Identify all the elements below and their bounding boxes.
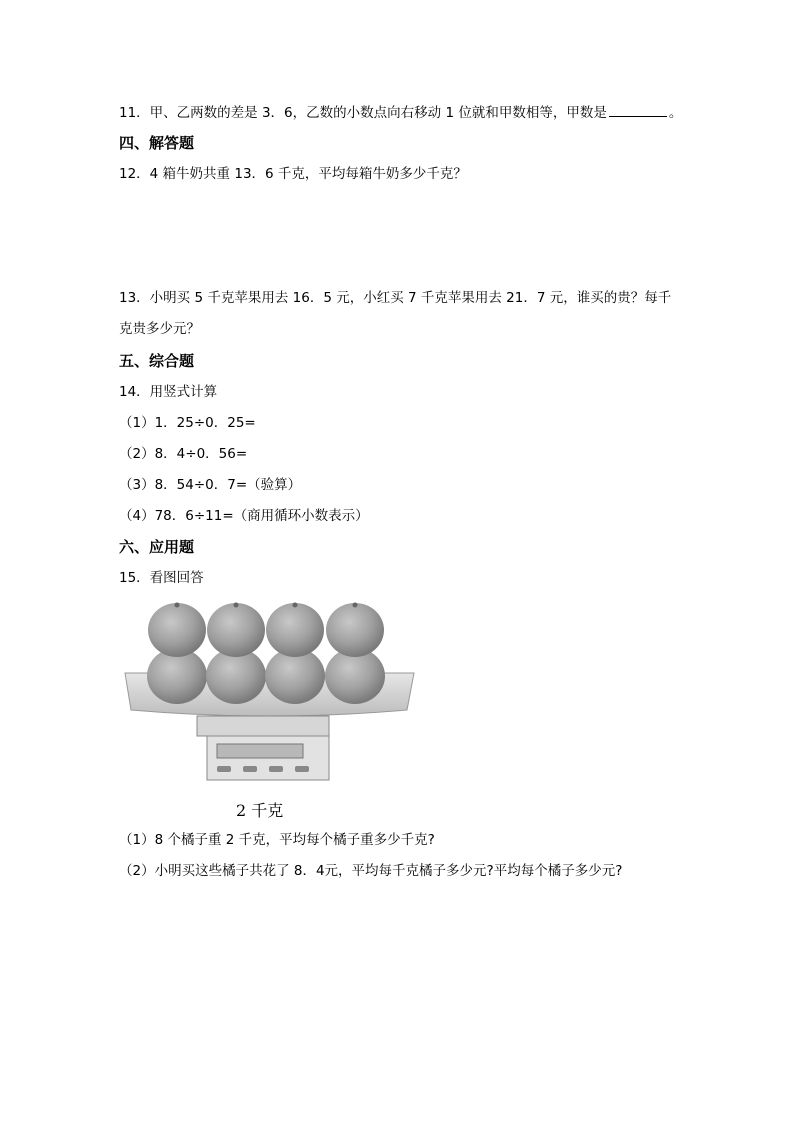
question-14-title: 14．用竖式计算 <box>119 384 218 400</box>
figure-caption: 2 千克 <box>236 801 284 820</box>
question-11-end: 。 <box>668 105 683 121</box>
answer-blank[interactable] <box>609 102 667 117</box>
question-14-item-4: （4）78．6÷11=（商用循环小数表示） <box>119 508 369 524</box>
question-15-item-2: （2）小明买这些橘子共花了 8．4元，平均每千克橘子多少元?平均每个橘子多少元? <box>119 863 623 879</box>
question-14-item-3: （3）8．54÷0．7=（验算） <box>119 477 302 493</box>
question-14-item-2: （2）8．4÷0．56= <box>119 446 248 462</box>
section-heading-4: 四、解答题 <box>119 134 195 152</box>
question-13-line-1: 13．小明买 5 千克苹果用去 16．5 元，小红买 7 千克苹果用去 21．7 元，谁买的贵？每千 <box>119 290 672 306</box>
section-heading-6: 六、应用题 <box>119 538 195 556</box>
scale-with-oranges-image <box>119 598 419 798</box>
question-11 <box>119 102 682 123</box>
scale-illustration <box>119 598 419 798</box>
question-15-item-1: （1）8 个橘子重 2 千克，平均每个橘子重多少千克? <box>119 832 435 848</box>
section-heading-5: 五、综合题 <box>119 352 195 370</box>
question-12: 12．4 箱牛奶共重 13．6 千克，平均每箱牛奶多少千克？ <box>119 166 467 182</box>
question-11-text: 11．甲、乙两数的差是 3．6，乙数的小数点向右移动 1 位就和甲数相等，甲数是 <box>119 105 607 121</box>
question-14-item-1: （1）1．25÷0．25= <box>119 415 256 431</box>
question-15-title: 15．看图回答 <box>119 570 204 586</box>
question-13-line-2: 克贵多少元？ <box>119 321 200 337</box>
